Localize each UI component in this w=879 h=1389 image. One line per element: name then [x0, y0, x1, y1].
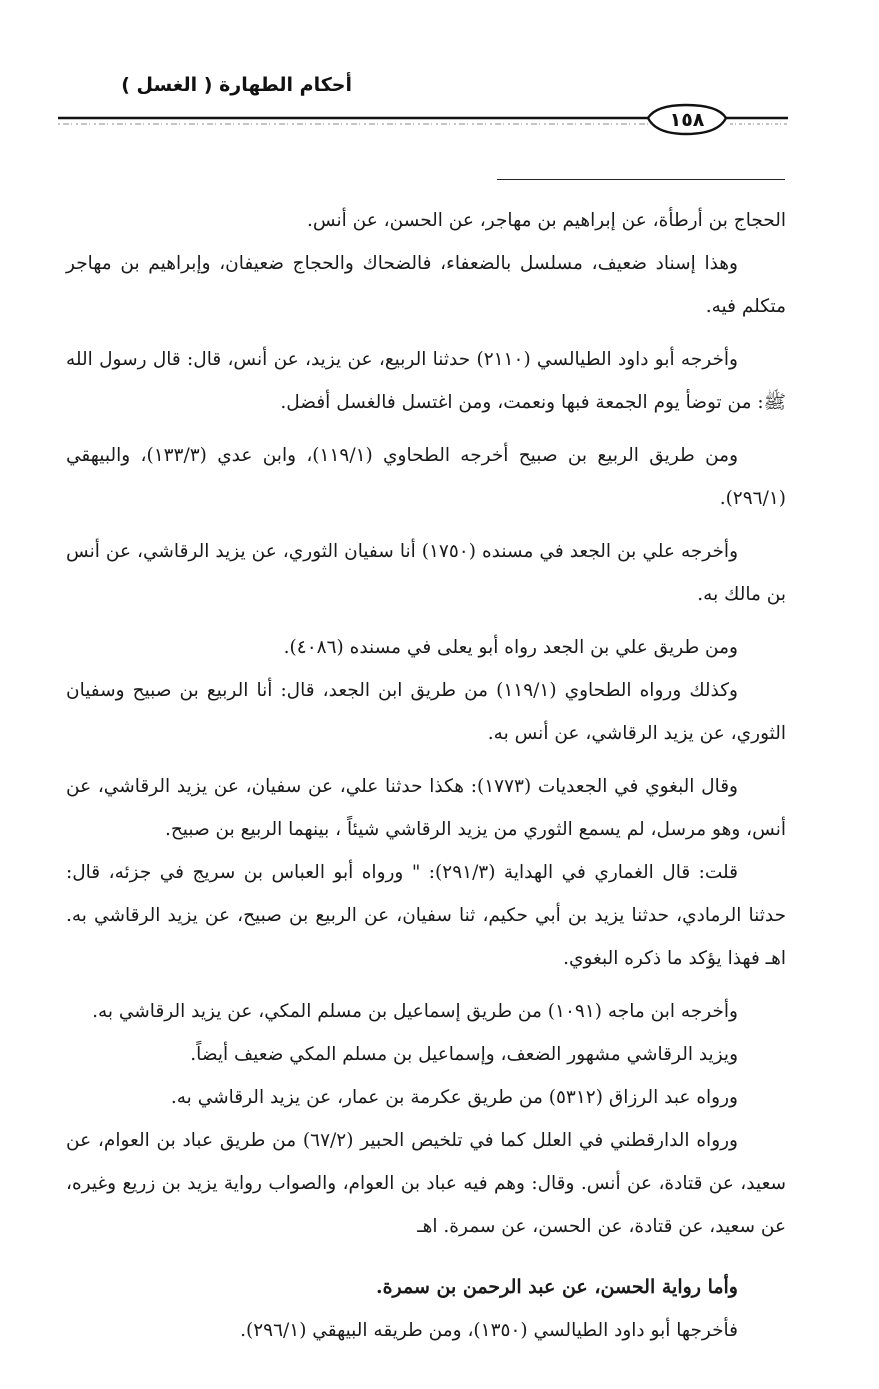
paragraph-7: وكذلك ورواه الطحاوي (١١٩/١) من طريق ابن الجعد، قال: أنا الربيع بن صبيح وسفيان الثوري، عن يزيد الرقاشي، عن أنس به.: [66, 680, 786, 744]
body-text: [66, 199, 786, 1352]
running-title: أحكام الطهارة ( الغسل ): [121, 74, 352, 96]
section-heading: وأما رواية الحسن، عن عبد الرحمن بن سمرة.: [375, 1276, 738, 1298]
paragraph-11: ويزيد الرقاشي مشهور الضعف، وإسماعيل بن مسلم المكي ضعيف أيضاً.: [190, 1044, 738, 1065]
final-paragraph: فأخرجها أبو داود الطيالسي (١٣٥٠)، ومن طريقه البيهقي (٢٩٦/١).: [240, 1320, 738, 1341]
paragraph-13: ورواه الدارقطني في العلل كما في تلخيص الحبير (٦٧/٢) من طريق عباد بن العوام، عن سعيد، عن قتادة، عن أنس. وقال: وهم فيه عباد بن العوام، والصواب رواية يزيد بن زريع وغيره، عن سعيد، عن قتادة، عن الحسن، عن سمرة. اهـ: [66, 1130, 786, 1237]
separator-line: [497, 179, 785, 180]
paragraph-4: ومن طريق الربيع بن صبيح أخرجه الطحاوي (١١٩/١)، وابن عدي (١٣٣/٣)، والبيهقي (٢٩٦/١).: [66, 445, 786, 509]
paragraph-1: الحجاج بن أرطأة، عن إبراهيم بن مهاجر، عن الحسن، عن أنس.: [307, 210, 786, 231]
paragraph-9: قلت: قال الغماري في الهداية (٢٩١/٣): " ورواه أبو العباس بن سريج في جزئه، قال: حدثنا الرمادي، حدثنا يزيد بن أبي حكيم، ثنا سفيان، عن الربيع بن صبيح، عن يزيد الرقاشي به. اهـ فهذا يؤكد ما ذكره البغوي.: [66, 862, 786, 969]
paragraph-3: وأخرجه أبو داود الطيالسي (٢١١٠) حدثنا الربيع، عن يزيد، عن أنس، قال: قال رسول الله ﷺ: من توضأ يوم الجمعة فبها ونعمت، ومن اغتسل فالغسل أفضل.: [66, 349, 786, 413]
page-number: ١٥٨: [669, 109, 705, 131]
paragraph-12: ورواه عبد الرزاق (٥٣١٢) من طريق عكرمة بن عمار، عن يزيد الرقاشي به.: [170, 1087, 738, 1108]
paragraph-5: وأخرجه علي بن الجعد في مسنده (١٧٥٠) أنا سفيان الثوري، عن يزيد الرقاشي، عن أنس بن مالك به.: [66, 541, 786, 605]
paragraph-6: ومن طريق علي بن الجعد رواه أبو يعلى في مسنده (٤٠٨٦).: [283, 637, 738, 658]
paragraph-8: وقال البغوي في الجعديات (١٧٧٣): هكذا حدثنا علي، عن سفيان، عن يزيد الرقاشي، عن أنس، وهو مرسل، لم يسمع الثوري من يزيد الرقاشي شيئاً ، بينهما الربيع بن صبيح.: [66, 776, 786, 840]
paragraph-10: وأخرجه ابن ماجه (١٠٩١) من طريق إسماعيل بن مسلم المكي، عن يزيد الرقاشي به.: [92, 1001, 738, 1022]
paragraph-2: وهذا إسناد ضعيف، مسلسل بالضعفاء، فالضحاك والحجاج ضعيفان، وإبراهيم بن مهاجر متكلم فيه.: [66, 253, 786, 317]
